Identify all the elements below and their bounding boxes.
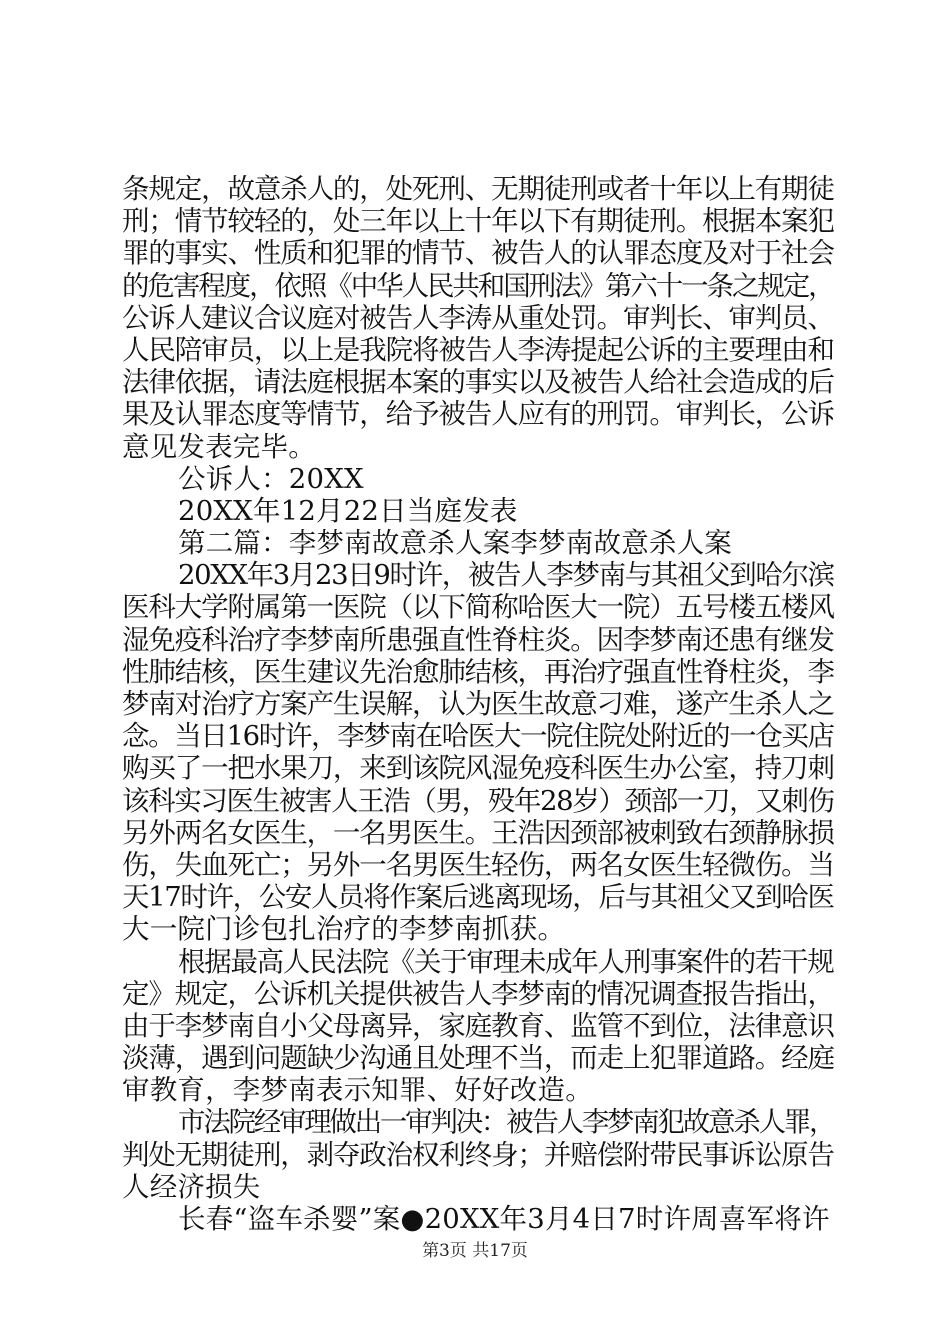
text-line: 果及认罪态度等情节，给予被告人应有的刑罚。审判长，公诉: [122, 398, 834, 431]
page-footer: 第3页 共17页: [422, 1241, 528, 1261]
text-line: 审教育，李梦南表示知罪、好好改造。: [122, 1074, 593, 1107]
text-line: 20XX年12月22日当庭发表: [178, 494, 518, 527]
text-line: 湿免疫科治疗李梦南所患强直性脊柱炎。因李梦南还患有继发: [122, 623, 834, 656]
text-line: 天17时许，公安人员将作案后逃离现场，后与其祖父又到哈医: [122, 881, 834, 914]
text-line: 罪的事实、性质和犯罪的情节、被告人的认罪态度及对于社会: [122, 237, 834, 270]
text-line: 长春“盗车杀婴”案●20XX年3月4日7时许周喜军将许: [178, 1203, 830, 1235]
text-line: 刑；情节较轻的，处三年以上十年以下有期徒刑。根据本案犯: [122, 205, 834, 238]
text-line: 定》规定，公诉机关提供被告人李梦南的情况调查报告指出，: [122, 977, 834, 1010]
text-line: 梦南对治疗方案产生误解，认为医生故意刁难，遂产生杀人之: [122, 688, 834, 720]
text-line: 人民陪审员，以上是我院将被告人李涛提起公诉的主要理由和: [122, 333, 834, 366]
text-line: 的危害程度，依照《中华人民共和国刑法》第六十一条之规定，: [122, 269, 834, 302]
text-line: 另外两名女医生，一名男医生。王浩因颈部被刺致右颈静脉损: [122, 816, 834, 849]
document-body: [122, 173, 834, 1235]
text-line: 市法院经审理做出一审判决：被告人李梦南犯故意杀人罪，: [178, 1106, 835, 1139]
text-line: 根据最高人民法院《关于审理未成年人刑事案件的若干规: [178, 945, 834, 978]
text-line: 公诉人：20XX: [178, 462, 364, 495]
text-line: 法律依据，请法庭根据本案的事实以及被告人给社会造成的后: [122, 366, 834, 399]
text-line: 该科实习医生被害人王浩（男，殁年28岁）颈部一刀，又刺伤: [122, 784, 834, 817]
text-line: 大一院门诊包扎治疗的李梦南抓获。: [122, 913, 566, 946]
text-line: 第二篇：李梦南故意杀人案李梦南故意杀人案: [178, 527, 732, 560]
text-line: 性肺结核，医生建议先治愈肺结核，再治疗强直性脊柱炎，李: [122, 655, 834, 688]
text-line: 念。当日16时许，李梦南在哈医大一院住院处附近的一仓买店: [122, 720, 834, 753]
text-line: 判处无期徒刑，剥夺政治权利终身；并赔偿附带民事诉讼原告: [122, 1138, 834, 1171]
text-line: 意见发表完毕。: [122, 430, 316, 463]
text-line: 条规定，故意杀人的，处死刑、无期徒刑或者十年以上有期徒: [122, 173, 834, 205]
text-line: 人经济损失: [122, 1170, 261, 1203]
text-line: 20XX年3月23日9时许，被告人李梦南与其祖父到哈尔滨: [178, 559, 834, 592]
text-line: 医科大学附属第一医院（以下简称哈医大一院）五号楼五楼风: [122, 591, 834, 624]
text-line: 公诉人建议合议庭对被告人李涛从重处罚。审判长、审判员、: [122, 301, 834, 334]
text-line: 淡薄，遇到问题缺少沟通且处理不当，而走上犯罪道路。经庭: [122, 1042, 834, 1075]
text-line: 伤，失血死亡；另外一名男医生轻伤，两名女医生轻微伤。当: [122, 848, 834, 881]
text-line: 购买了一把水果刀，来到该院风湿免疫科医生办公室，持刀刺: [122, 752, 834, 785]
text-line: 由于李梦南自小父母离异，家庭教育、监管不到位，法律意识: [122, 1009, 834, 1042]
